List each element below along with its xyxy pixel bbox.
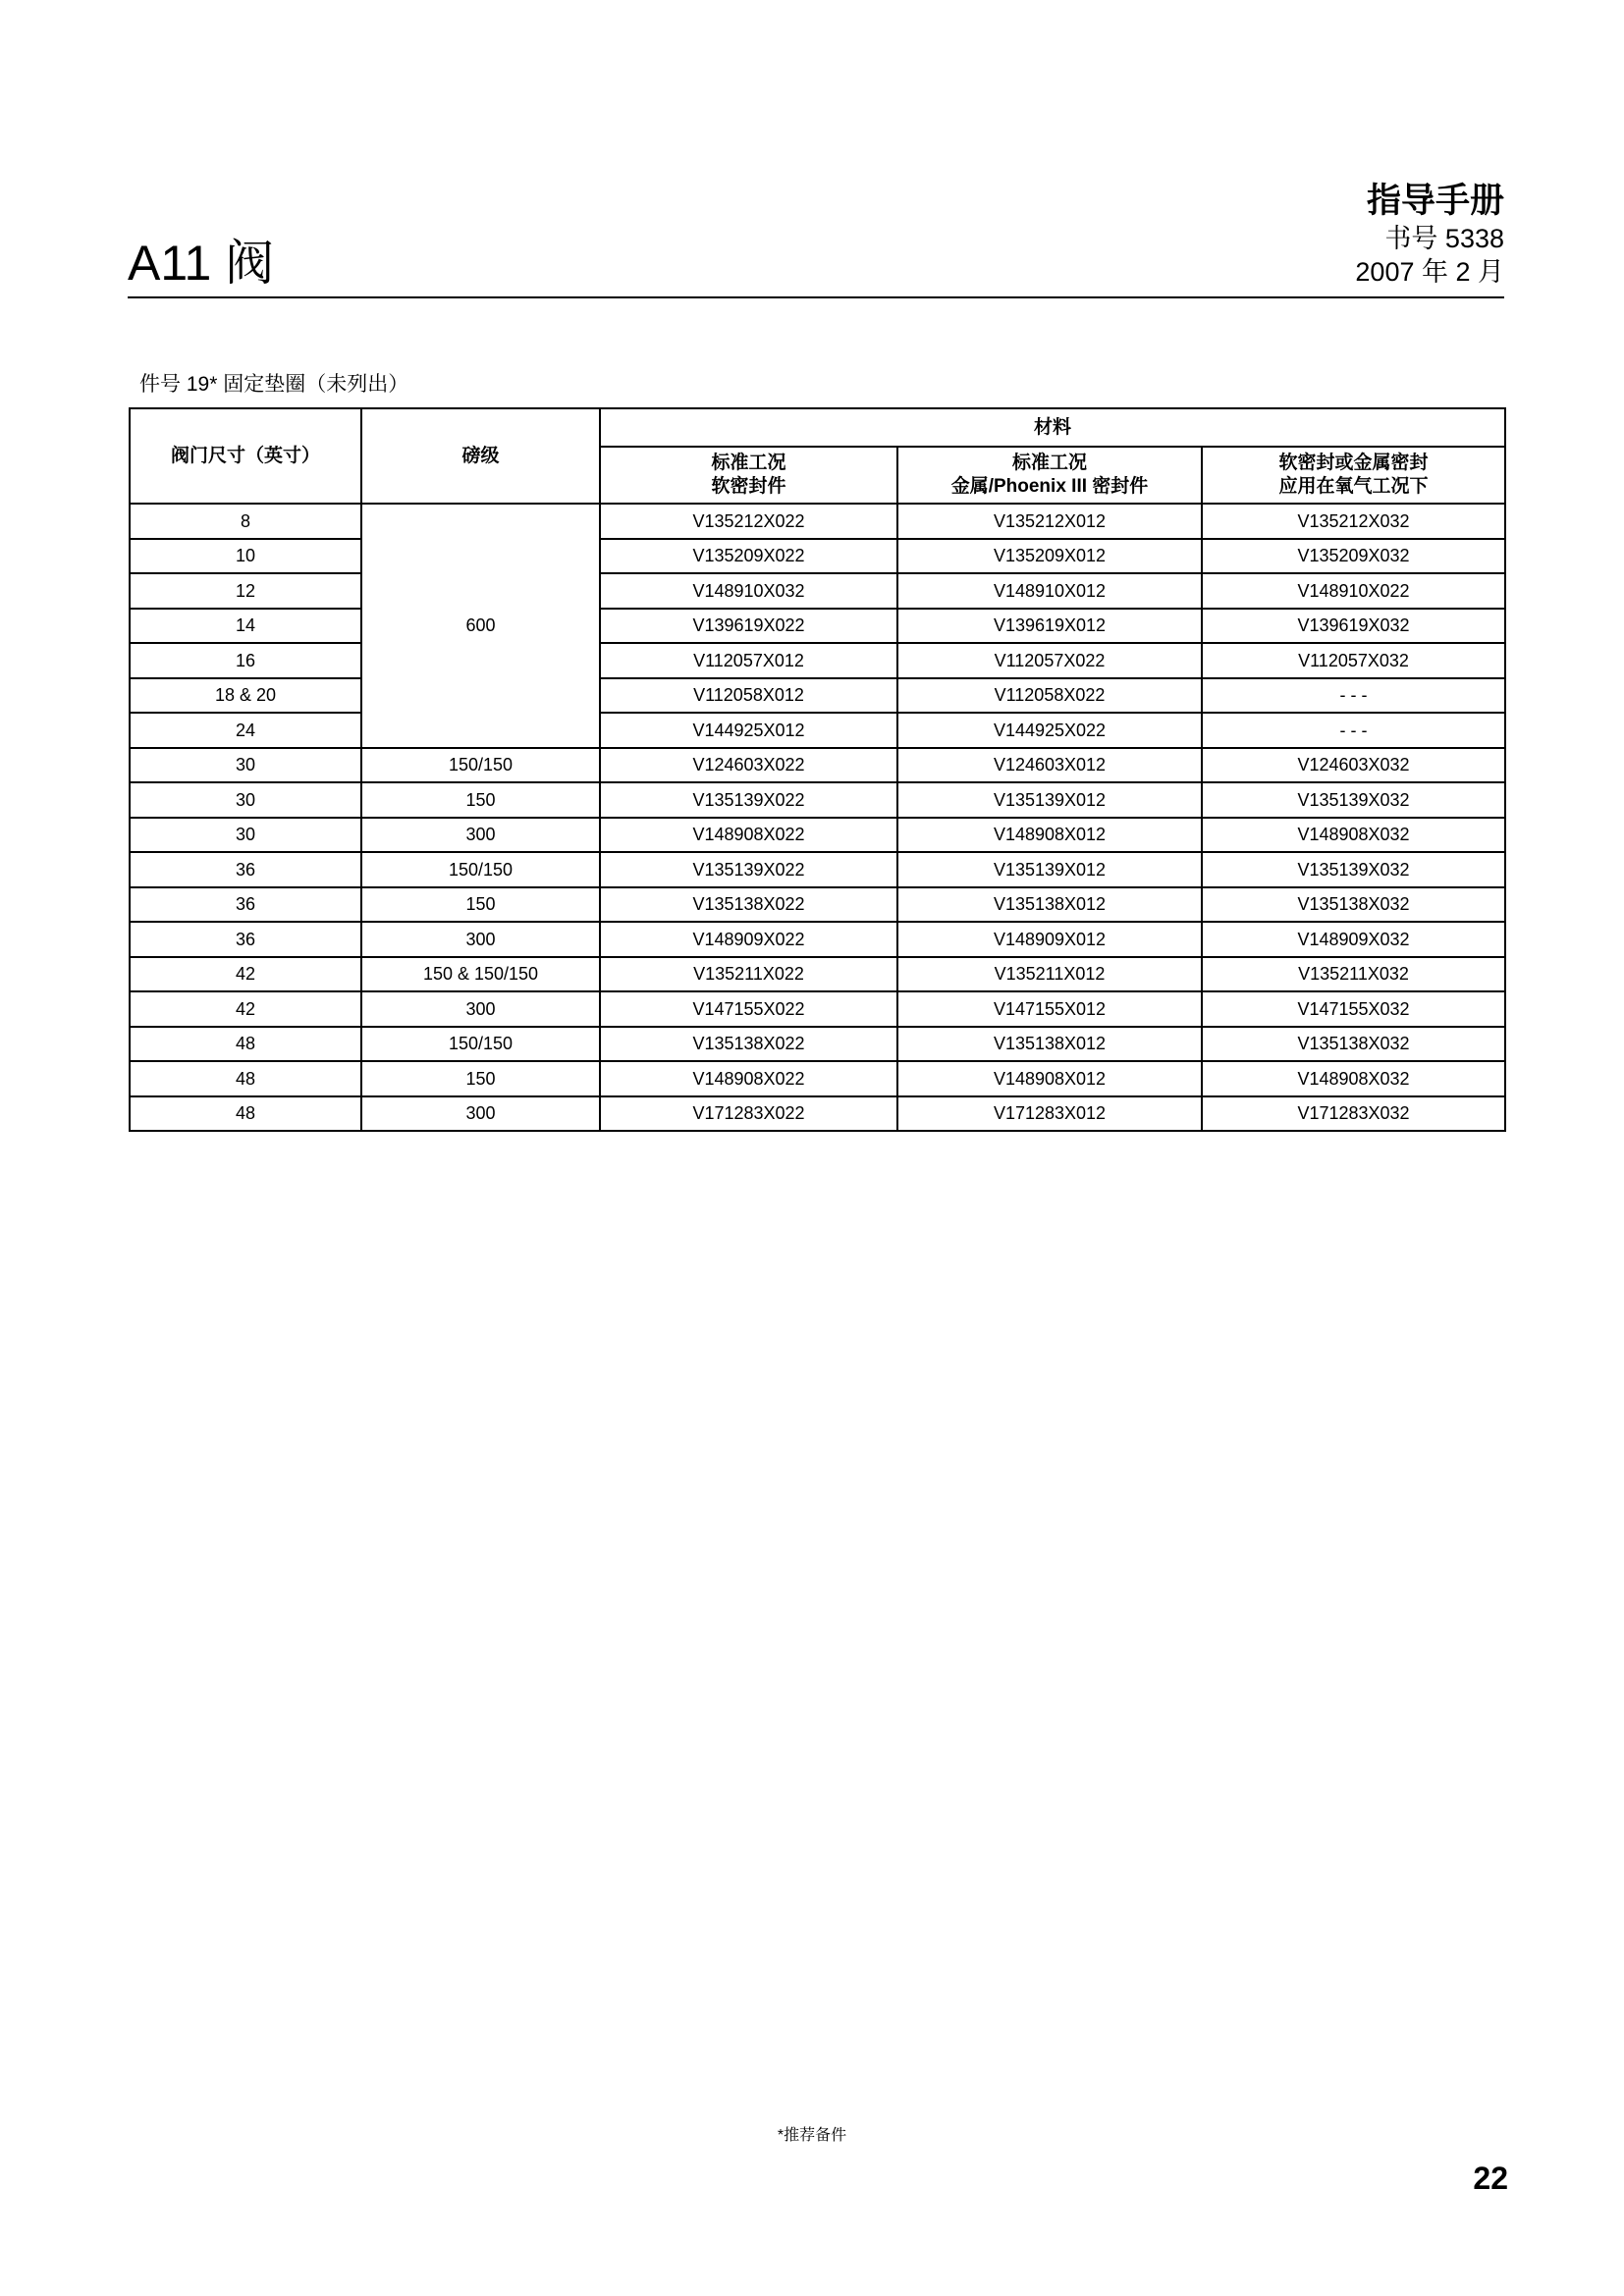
oxygen-service-header-line2: 应用在氧气工况下 — [1278, 476, 1429, 497]
table-caption: 件号 19* 固定垫圈（未列出） — [139, 373, 409, 396]
soft-seal-cell: V139619X022 — [600, 609, 897, 644]
size-cell: 16 — [130, 643, 361, 678]
gasket-parts-table — [129, 407, 1506, 1132]
oxygen-cell: V148908X032 — [1202, 818, 1505, 853]
size-cell: 36 — [130, 922, 361, 957]
soft-seal-cell: V135209X022 — [600, 539, 897, 574]
oxygen-cell: V135211X032 — [1202, 957, 1505, 992]
pressure-class-header: 磅级 — [361, 408, 600, 504]
metal-seal-cell: V139619X012 — [897, 609, 1202, 644]
soft-seal-cell: V124603X022 — [600, 748, 897, 783]
table-row — [130, 957, 1505, 992]
size-cell: 48 — [130, 1061, 361, 1096]
metal-seal-cell: V112058X022 — [897, 678, 1202, 714]
metal-seal-cell: V112057X022 — [897, 643, 1202, 678]
document-title: A11 阀 — [128, 236, 275, 291]
table-row — [130, 782, 1505, 818]
metal-seal-cell: V148910X012 — [897, 573, 1202, 609]
metal-seal-cell: V135212X012 — [897, 504, 1202, 539]
class-cell: 150 — [361, 1061, 600, 1096]
oxygen-cell: V148909X032 — [1202, 922, 1505, 957]
soft-seal-cell: V112057X012 — [600, 643, 897, 678]
size-cell: 42 — [130, 957, 361, 992]
oxygen-cell: V147155X032 — [1202, 991, 1505, 1027]
soft-seal-cell: V135212X022 — [600, 504, 897, 539]
size-cell: 24 — [130, 713, 361, 748]
size-cell: 30 — [130, 782, 361, 818]
metal-seal-cell: V124603X012 — [897, 748, 1202, 783]
soft-seal-header-line1: 标准工况 — [711, 453, 786, 473]
metal-seal-cell: V171283X012 — [897, 1096, 1202, 1132]
metal-seal-cell: V135211X012 — [897, 957, 1202, 992]
metal-seal-cell: V147155X012 — [897, 991, 1202, 1027]
metal-seal-cell: V135138X012 — [897, 1027, 1202, 1062]
size-cell: 10 — [130, 539, 361, 574]
table-row — [130, 852, 1505, 887]
table-row — [130, 818, 1505, 853]
oxygen-service-header — [1202, 447, 1505, 504]
metal-seal-header-line2: 金属/Phoenix III 密封件 — [950, 476, 1149, 497]
oxygen-cell: V135138X032 — [1202, 1027, 1505, 1062]
size-cell: 48 — [130, 1096, 361, 1132]
size-cell: 30 — [130, 818, 361, 853]
table-row — [130, 1027, 1505, 1062]
class-cell-merged: 600 — [361, 504, 600, 748]
class-cell: 150/150 — [361, 852, 600, 887]
oxygen-cell: V135209X032 — [1202, 539, 1505, 574]
size-cell: 18 & 20 — [130, 678, 361, 714]
table-row — [130, 887, 1505, 923]
class-cell: 150/150 — [361, 1027, 600, 1062]
header-divider — [128, 296, 1504, 298]
oxygen-cell: V135139X032 — [1202, 782, 1505, 818]
soft-seal-cell: V135211X022 — [600, 957, 897, 992]
size-cell: 48 — [130, 1027, 361, 1062]
soft-seal-cell: V112058X012 — [600, 678, 897, 714]
table-row — [130, 609, 1505, 644]
table-row — [130, 573, 1505, 609]
metal-seal-header-line1: 标准工况 — [1011, 453, 1087, 473]
size-cell: 36 — [130, 887, 361, 923]
metal-seal-cell: V135139X012 — [897, 852, 1202, 887]
soft-seal-cell: V135139X022 — [600, 852, 897, 887]
oxygen-service-header-line1: 软密封或金属密封 — [1278, 453, 1429, 473]
soft-seal-cell: V147155X022 — [600, 991, 897, 1027]
soft-seal-cell: V171283X022 — [600, 1096, 897, 1132]
class-cell: 300 — [361, 991, 600, 1027]
table-row — [130, 922, 1505, 957]
table-row — [130, 539, 1505, 574]
class-cell: 300 — [361, 922, 600, 957]
soft-seal-cell: V144925X012 — [600, 713, 897, 748]
oxygen-cell: V171283X032 — [1202, 1096, 1505, 1132]
table-row — [130, 643, 1505, 678]
oxygen-cell: - - - — [1202, 678, 1505, 714]
class-cell: 150 — [361, 887, 600, 923]
table-row — [130, 713, 1505, 748]
metal-seal-cell: V148908X012 — [897, 1061, 1202, 1096]
soft-seal-header — [600, 447, 897, 504]
table-row — [130, 991, 1505, 1027]
oxygen-cell: V112057X032 — [1202, 643, 1505, 678]
soft-seal-cell: V148909X022 — [600, 922, 897, 957]
size-cell: 8 — [130, 504, 361, 539]
size-cell: 30 — [130, 748, 361, 783]
header-meta — [1355, 181, 1504, 289]
class-cell: 300 — [361, 818, 600, 853]
oxygen-cell: V135138X032 — [1202, 887, 1505, 923]
valve-size-header: 阀门尺寸（英寸） — [130, 408, 361, 504]
oxygen-cell: V124603X032 — [1202, 748, 1505, 783]
oxygen-cell: - - - — [1202, 713, 1505, 748]
size-cell: 14 — [130, 609, 361, 644]
class-cell: 150 — [361, 782, 600, 818]
table-row — [130, 1061, 1505, 1096]
table-row — [130, 748, 1505, 783]
table-row — [130, 678, 1505, 714]
size-cell: 12 — [130, 573, 361, 609]
soft-seal-cell: V148910X032 — [600, 573, 897, 609]
class-cell: 150/150 — [361, 748, 600, 783]
oxygen-cell: V135139X032 — [1202, 852, 1505, 887]
metal-seal-cell: V148909X012 — [897, 922, 1202, 957]
oxygen-cell: V135212X032 — [1202, 504, 1505, 539]
soft-seal-cell: V148908X022 — [600, 818, 897, 853]
metal-seal-cell: V148908X012 — [897, 818, 1202, 853]
soft-seal-cell: V135138X022 — [600, 1027, 897, 1062]
header-row — [130, 408, 1505, 447]
soft-seal-header-line2: 软密封件 — [711, 476, 786, 497]
manual-label: 指导手册 — [1366, 182, 1504, 220]
oxygen-cell: V139619X032 — [1202, 609, 1505, 644]
soft-seal-cell: V148908X022 — [600, 1061, 897, 1096]
table-row — [130, 1096, 1505, 1132]
page-number: 22 — [1473, 2161, 1508, 2196]
oxygen-cell: V148910X022 — [1202, 573, 1505, 609]
oxygen-cell: V148908X032 — [1202, 1061, 1505, 1096]
soft-seal-cell: V135138X022 — [600, 887, 897, 923]
metal-seal-cell: V144925X022 — [897, 713, 1202, 748]
metal-seal-cell: V135139X012 — [897, 782, 1202, 818]
metal-seal-cell: V135138X012 — [897, 887, 1202, 923]
material-header: 材料 — [600, 408, 1505, 447]
size-cell: 42 — [130, 991, 361, 1027]
metal-seal-header — [897, 447, 1202, 504]
class-cell: 150 & 150/150 — [361, 957, 600, 992]
soft-seal-cell: V135139X022 — [600, 782, 897, 818]
table-row — [130, 504, 1505, 539]
footnote: *推荐备件 — [777, 2127, 847, 2144]
metal-seal-cell: V135209X012 — [897, 539, 1202, 574]
publication-date: 2007 年 2 月 — [1355, 257, 1504, 287]
class-cell: 300 — [361, 1096, 600, 1132]
book-number: 书号 5338 — [1384, 224, 1504, 253]
size-cell: 36 — [130, 852, 361, 887]
